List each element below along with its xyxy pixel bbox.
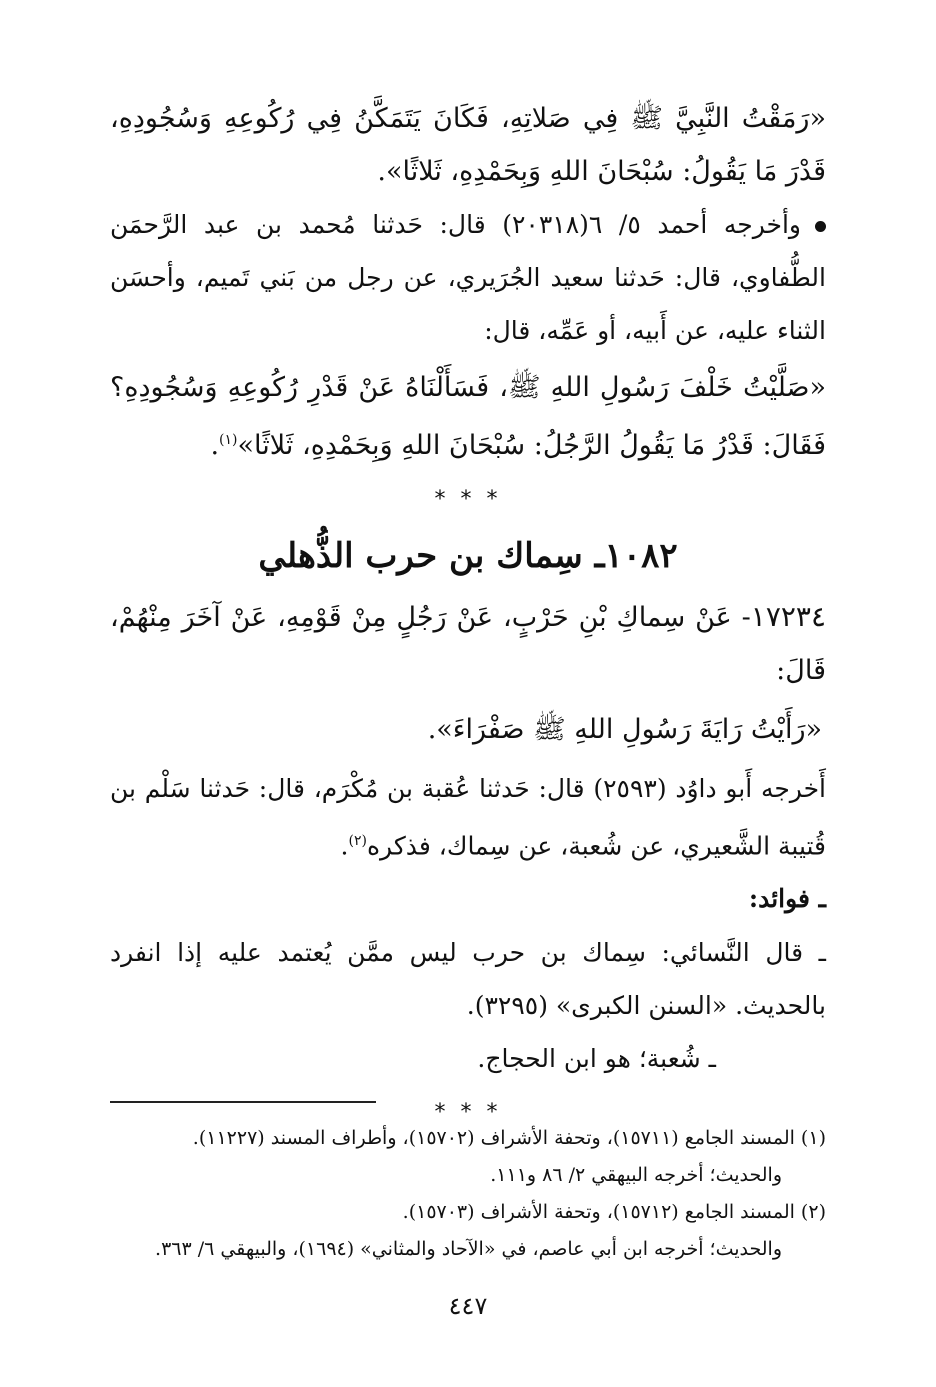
section-separator: * * * [434, 487, 502, 512]
takhrij-text-2: أَخرجه أَبو داوُد (٢٥٩٣) قال: حَدثنا عُقبة بن مُكْرَم، قال: حَدثنا سَلْم بن قُتيبة الشَّعيري، عن شُعبة، عن سِماك، فذكره [110, 774, 826, 861]
takhrij-text-1: وأخرجه أحمد ٥/ ٦(٢٠٣١٨) قال: حَدثنا مُحمد بن عبد الرَّحمَن الطُّفاوي، قال: حَدثنا سعيد الجُرَيري، عن رجل من بَني تَميم، وأحسَن الثناء عليه، عن أَبيه، أو عَمِّه، قال: [110, 210, 826, 345]
hadith-chain: - عَنْ سِماكِ بْنِ حَرْبٍ، عَنْ رَجُلٍ مِنْ قَوْمِهِ، عَنْ آخَرَ مِنْهُمْ، قَالَ: [110, 602, 826, 686]
benefit-1: ـ قال النَّسائي: سِماك بن حرب ليس ممَّن يُعتمد عليه إذا انفرد بالحديث. «السنن الكبرى» (٣٢٩٥). [110, 938, 826, 1021]
hadith-text-2-body: «صَلَّيْتُ خَلْفَ رَسُولِ اللهِ ﷺ، فَسَأَلْنَاهُ عَنْ قَدْرِ رُكُوعِهِ وَسُجُودِهِ؟ فَقَالَ: قَدْرُ مَا يَقُولُ الرَّجُلُ: سُبْحَانَ اللهِ وَبِحَمْدِهِ، ثَلاثًا» [110, 372, 826, 461]
page [110, 92, 826, 1342]
footnote-ref-1: (١) [219, 432, 238, 448]
hadith-number: ١٧٢٣٤ [750, 600, 826, 633]
section-separator-2: * * * [434, 1100, 502, 1126]
hadith-text-2 [110, 361, 826, 472]
hadith-text-3: «رَأَيْتُ رَايَةَ رَسُولِ اللهِ ﷺ صَفْرَاءَ». [427, 714, 822, 745]
bullet-icon [815, 221, 826, 232]
benefit-2: ـ شُعبة؛ هو ابن الحجاج. [477, 1044, 716, 1074]
footnote-1: (١) المسند الجامع (١٥٧١١)، وتحفة الأشراف (١٥٧٠٢)، وأطراف المسند (١١٢٢٧). [192, 1127, 826, 1149]
period: . [210, 430, 220, 461]
footnote-1-continuation: والحديث؛ أخرجه البيهقي ٢/ ٨٦ و١١١. [490, 1164, 782, 1186]
footnote-2: (٢) المسند الجامع (١٥٧١٢)، وتحفة الأشراف (١٥٧٠٣). [402, 1201, 826, 1223]
footnote-2-continuation: والحديث؛ أخرجه ابن أبي عاصم، في «الآحاد والمثاني» (١٦٩٤)، والبيهقي ٦/ ٣٦٣. [155, 1238, 782, 1260]
benefits-heading: ـ فوائد: [748, 884, 826, 914]
takhrij-paragraph-1 [110, 198, 826, 357]
page-number: ٤٤٧ [448, 1292, 488, 1320]
footnote-divider [110, 1101, 376, 1103]
footnotes [110, 1120, 826, 1268]
hadith-text-1: «رَمَقْتُ النَّبِيَّ ﷺ فِي صَلاتِهِ، فَكَانَ يَتَمَكَّنُ فِي رُكُوعِهِ وَسُجُودِهِ، قَدْرَ مَا يَقُولُ: سُبْحَانَ اللهِ وَبِحَمْدِهِ، ثَلاثًا». [110, 103, 826, 187]
footnote-ref-2: (٢) [348, 833, 367, 849]
period: . [340, 831, 349, 861]
takhrij-paragraph-2 [110, 762, 826, 872]
chapter-heading: ١٠٨٢ـ سِماك بن حرب الذُّهلي [258, 536, 678, 576]
hadith-entry [110, 590, 826, 697]
